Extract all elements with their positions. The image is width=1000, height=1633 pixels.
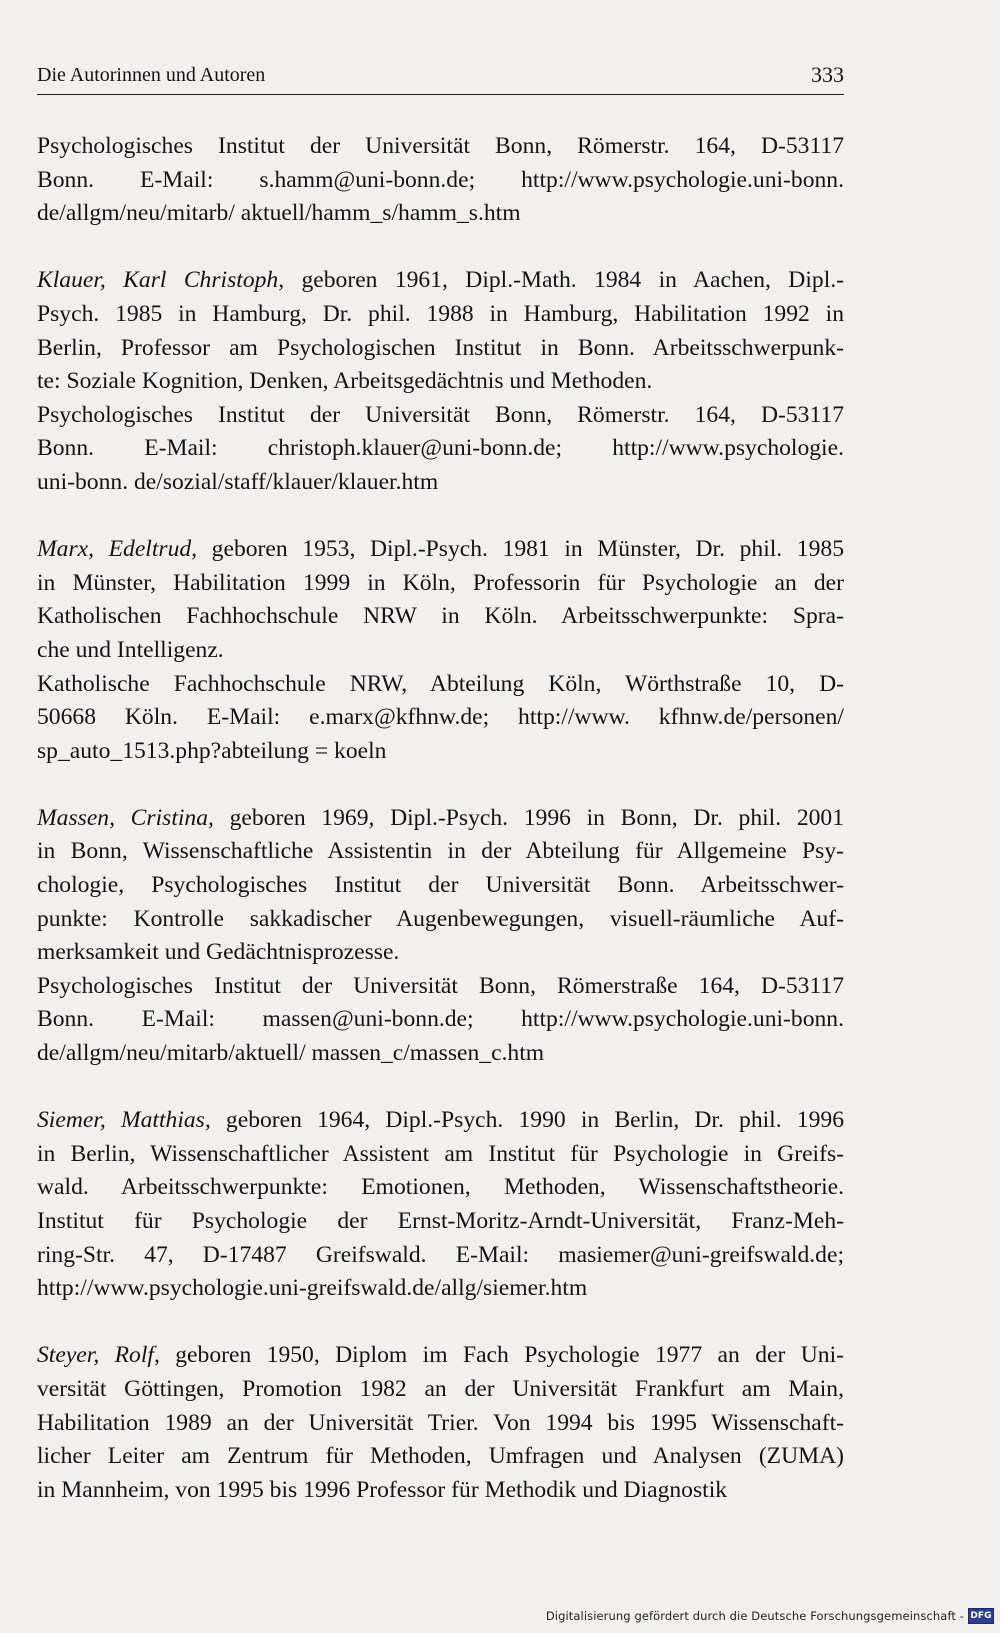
running-title: Die Autorinnen und Autoren bbox=[37, 64, 266, 86]
entry-line: merksamkeit und Gedächtnisprozesse. bbox=[37, 939, 400, 966]
footer-text: Digitalisierung gefördert durch die Deutsche Forschungsgemeinschaft - bbox=[545, 1609, 964, 1623]
author-name: Klauer, Karl Christoph, bbox=[37, 267, 285, 294]
entry-line: Psychologisches Institut der Universität Bonn, Römerstr. 164, D-53117 bbox=[37, 133, 844, 159]
entry-line: te: Soziale Kognition, Denken, Arbeitsgedächtnis und Methoden. bbox=[37, 368, 653, 395]
entry-line: Institut für Psychologie der Ernst-Moritz-Arndt-Universität, Franz-Meh- bbox=[37, 1208, 844, 1234]
entry-gap bbox=[37, 1071, 844, 1105]
entry-text: geboren 1953, Dipl.-Psych. 1981 in Münster, Dr. phil. 1985 bbox=[197, 536, 844, 563]
entry-line: Bonn. E-Mail: s.hamm@uni-bonn.de; http://www.psychologie.uni-bonn. bbox=[37, 166, 844, 193]
author-name: Steyer, Rolf, bbox=[37, 1342, 160, 1369]
entry-line: de/allgm/neu/mitarb/aktuell/ massen_c/massen_c.htm bbox=[37, 1040, 545, 1067]
entry-line: in Berlin, Wissenschaftlicher Assistent am Institut für Psychologie in Greifs- bbox=[37, 1140, 844, 1167]
entry-first-line bbox=[37, 1339, 844, 1373]
author-name: Siemer, Matthias, bbox=[37, 1107, 211, 1134]
digitization-footer bbox=[546, 1607, 994, 1625]
entry-first-line bbox=[37, 802, 844, 836]
entry-first-line bbox=[37, 264, 844, 298]
page-number: 333 bbox=[811, 62, 844, 87]
author-entry bbox=[37, 130, 844, 231]
entry-first-line bbox=[37, 1104, 844, 1138]
entry-text: geboren 1950, Diplom im Fach Psychologie 1977 an der Uni- bbox=[159, 1342, 844, 1369]
entry-line: wald. Arbeitsschwerpunkte: Emotionen, Methoden, Wissenschaftstheorie. bbox=[37, 1174, 844, 1201]
page-header bbox=[37, 62, 844, 95]
entry-line: in Münster, Habilitation 1999 in Köln, Professorin für Psychologie an der bbox=[37, 569, 844, 596]
author-name: Marx, Edeltrud, bbox=[37, 536, 198, 563]
author-entry bbox=[37, 533, 844, 768]
entry-line: Katholische Fachhochschule NRW, Abteilung Köln, Wörthstraße 10, D- bbox=[37, 670, 844, 697]
entry-line: sp_auto_1513.php?abteilung = koeln bbox=[37, 737, 387, 764]
entry-line: in Bonn, Wissenschaftliche Assistentin in der Abteilung für Allgemeine Psy- bbox=[37, 838, 844, 865]
entry-line: Bonn. E-Mail: christoph.klauer@uni-bonn.de; http://www.psychologie. bbox=[37, 435, 844, 462]
entry-line: Psychologisches Institut der Universität Bonn, Römerstr. 164, D-53117 bbox=[37, 401, 844, 428]
entry-line: http://www.psychologie.uni-greifswald.de/allg/siemer.htm bbox=[37, 1275, 588, 1302]
entry-first-line bbox=[37, 533, 844, 567]
entry-line: Bonn. E-Mail: massen@uni-bonn.de; http://www.psychologie.uni-bonn. bbox=[37, 1006, 844, 1033]
entry-gap bbox=[37, 1306, 844, 1340]
entry-line: che und Intelligenz. bbox=[37, 636, 224, 663]
entry-gap bbox=[37, 768, 844, 802]
entry-line: Katholischen Fachhochschule NRW in Köln. Arbeitsschwerpunkte: Spra- bbox=[37, 603, 844, 630]
entry-gap bbox=[37, 231, 844, 265]
entry-line: punkte: Kontrolle sakkadischer Augenbewegungen, visuell-räumliche Auf- bbox=[37, 905, 844, 932]
author-entries bbox=[37, 130, 844, 1507]
author-entry bbox=[37, 264, 844, 499]
entry-line: 50668 Köln. E-Mail: e.marx@kfhnw.de; http://www. kfhnw.de/personen/ bbox=[37, 704, 844, 731]
entry-text: geboren 1964, Dipl.-Psych. 1990 in Berlin, Dr. phil. 1996 bbox=[210, 1107, 844, 1134]
entry-line: chologie, Psychologisches Institut der Universität Bonn. Arbeitsschwer- bbox=[37, 872, 844, 899]
author-entry bbox=[37, 1339, 844, 1507]
entry-line: licher Leiter am Zentrum für Methoden, Umfragen und Analysen (ZUMA) bbox=[37, 1443, 844, 1470]
entry-line: Berlin, Professor am Psychologischen Institut in Bonn. Arbeitsschwerpunk- bbox=[37, 334, 844, 361]
entry-line: Psychologisches Institut der Universität Bonn, Römerstraße 164, D-53117 bbox=[37, 972, 844, 999]
entry-line: Habilitation 1989 an der Universität Trier. Von 1994 bis 1995 Wissenschaft- bbox=[37, 1409, 844, 1436]
author-entry bbox=[37, 1104, 844, 1306]
entry-line: in Mannheim, von 1995 bis 1996 Professor für Methodik und Diagnostik bbox=[37, 1476, 728, 1503]
entry-line: de/allgm/neu/mitarb/ aktuell/hamm_s/hamm_s.htm bbox=[37, 200, 521, 227]
entry-line: ring-Str. 47, D-17487 Greifswald. E-Mail: masiemer@uni-greifswald.de; bbox=[37, 1241, 844, 1268]
entry-gap bbox=[37, 500, 844, 534]
entry-text: geboren 1961, Dipl.-Math. 1984 in Aachen, Dipl.- bbox=[284, 267, 845, 294]
dfg-logo-icon: DFG bbox=[968, 1608, 994, 1624]
entry-line: Psych. 1985 in Hamburg, Dr. phil. 1988 in Hamburg, Habilitation 1992 in bbox=[37, 300, 844, 327]
entry-line: uni-bonn. de/sozial/staff/klauer/klauer.htm bbox=[37, 468, 439, 495]
entry-line: versität Göttingen, Promotion 1982 an der Universität Frankfurt am Main, bbox=[37, 1375, 844, 1402]
entry-text: geboren 1969, Dipl.-Psych. 1996 in Bonn, Dr. phil. 2001 bbox=[213, 804, 845, 831]
author-name: Massen, Cristina, bbox=[37, 804, 214, 831]
author-entry bbox=[37, 802, 844, 1071]
